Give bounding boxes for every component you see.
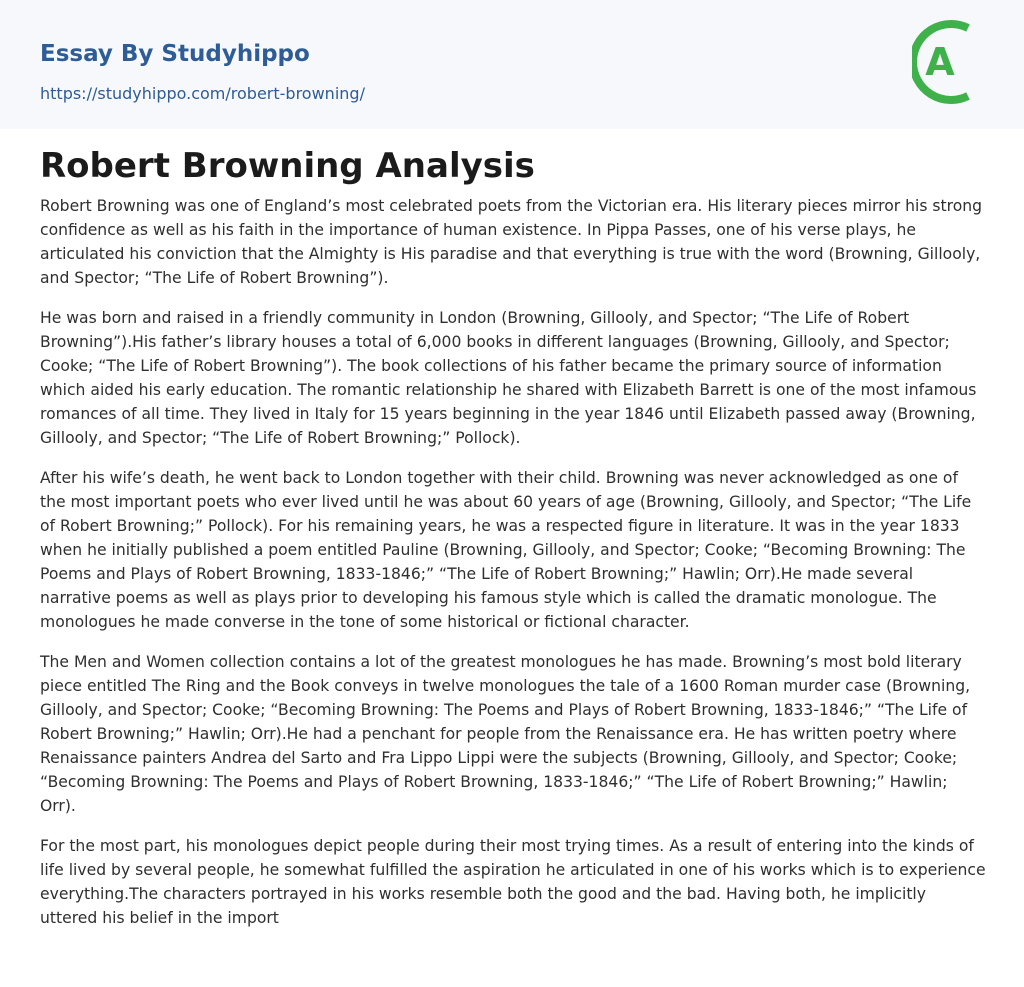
paragraph: After his wife’s death, he went back to London together with their child. Browning was never acknowledged as one of the most important poets who ever lived until he was about 60 years of age (Browning, Gillooly, and Spector; “The Life of Robert Browning;” Pollock). For his remaining years, he was a respected figure in literature. It was in the year 1833 when he initially published a poem entitled Pauline (Browning, Gillooly, and Spector; Cooke; “Becoming Browning: The Poems and Plays of Robert Browning, 1833-1846;” “The Life of Robert Browning;” Hawlin; Orr).He made several narrative poems as well as plays prior to developing his famous style which is called the dramatic monologue. The monologues he made converse in the tone of some historical or fictional character.: [40, 469, 972, 631]
paragraph: For the most part, his monologues depict people during their most trying times. As a result of entering into the kinds of life lived by several people, he somewhat fulfilled the aspiration he articulated in one of his works which is to experience everything.The characters portrayed in his works resemble both the good and the bad. Having both, he implicitly uttered his belief in the import: [40, 837, 986, 927]
logo-letter: A: [925, 40, 955, 84]
site-header: [0, 0, 1024, 129]
paragraph: Robert Browning was one of England’s most celebrated poets from the Victorian era. His literary pieces mirror his strong confidence as well as his faith in the importance of human existence. In Pippa Passes, one of his verse plays, he articulated his conviction that the Almighty is His paradise and that everything is true with the word (Browning, Gillooly, and Spector; “The Life of Robert Browning”).: [40, 197, 983, 287]
paragraph: The Men and Women collection contains a lot of the greatest monologues he has made. Browning’s most bold literary piece entitled The Ring and the Book conveys in twelve monologues the tale of a 1600 Roman murder case (Browning, Gillooly, and Spector; Cooke; “Becoming Browning: The Poems and Plays of Robert Browning, 1833-1846;” “The Life of Robert Browning;” Hawlin; Orr).He had a penchant for people from the Renaissance era. He has written poetry where Renaissance painters Andrea del Sarto and Fra Lippo Lippi were the subjects (Browning, Gillooly, and Spector; Cooke; “Becoming Browning: The Poems and Plays of Robert Browning, 1833-1846;” “The Life of Robert Browning;” Hawlin; Orr).: [40, 653, 971, 815]
paragraph: He was born and raised in a friendly community in London (Browning, Gillooly, and Spector; “The Life of Robert Browning”).His father’s library houses a total of 6,000 books in different languages (Browning, Gillooly, and Spector; Cooke; “The Life of Robert Browning”). The book collections of his father became the primary source of information which aided his early education. The romantic relationship he shared with Elizabeth Barrett is one of the most infamous romances of all time. They lived in Italy for 15 years beginning in the year 1846 until Elizabeth passed away (Browning, Gillooly, and Spector; “The Life of Robert Browning;” Pollock).: [40, 309, 977, 447]
article-url-link[interactable]: https://studyhippo.com/robert-browning/: [40, 84, 365, 103]
site-title[interactable]: Essay By Studyhippo: [40, 41, 310, 67]
studyhippo-logo-icon[interactable]: [912, 19, 986, 105]
article-body: [40, 194, 986, 946]
page-title: Robert Browning Analysis: [40, 146, 535, 186]
